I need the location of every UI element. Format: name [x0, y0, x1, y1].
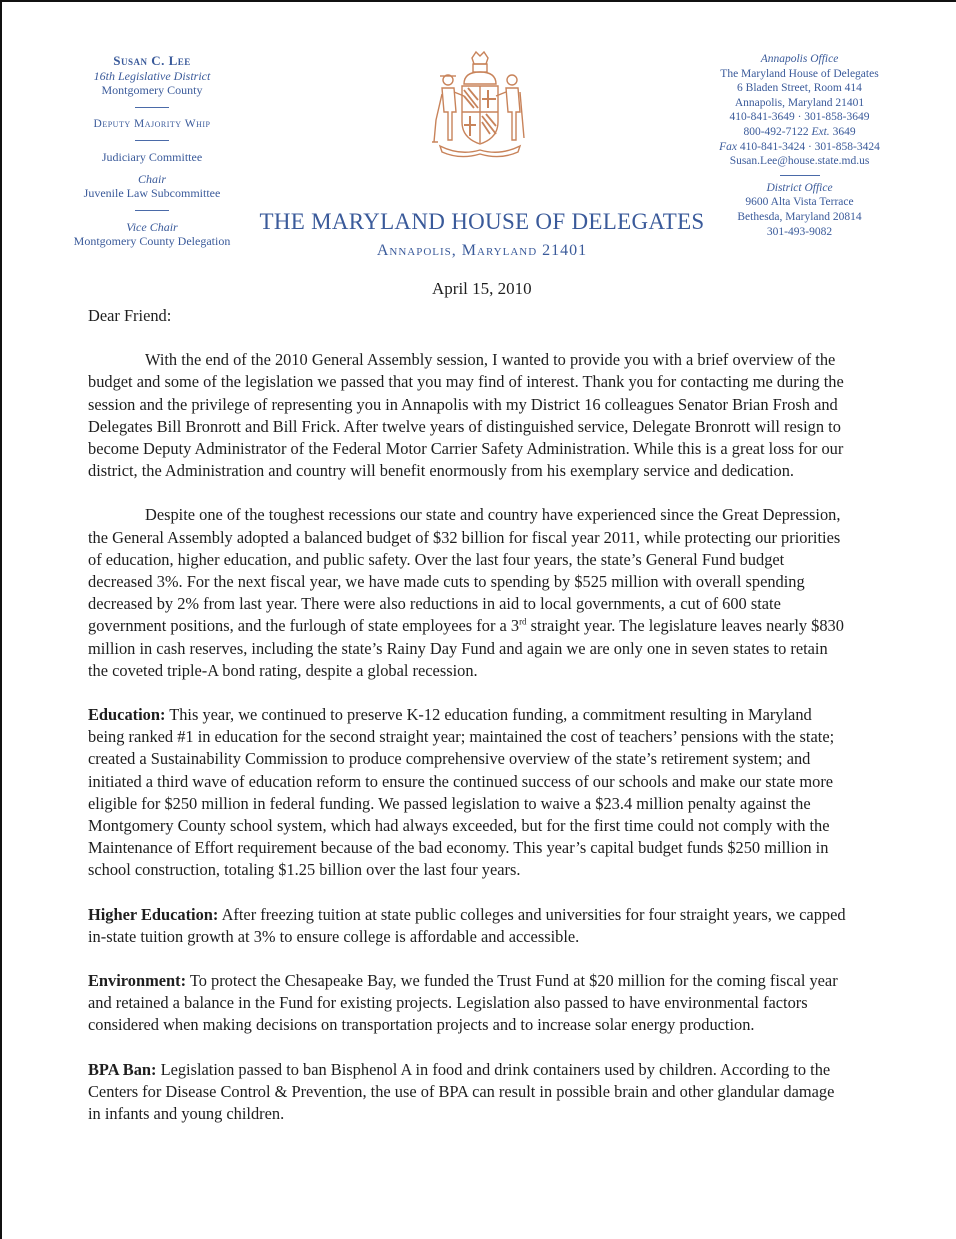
- salutation: Dear Friend:: [88, 306, 172, 325]
- budget-text: Despite one of the toughest recessions our state and country have experienced since the Great Depression, the General Assembly adopted a balanced budget of $32 billion for fiscal year 2011, while protecting our priorities of education, higher education, and public safety. Over the last four years, the state’s General Fund budget decreased 3%. For the next fiscal year, we have made cuts to spending by $525 million with overall spending decreased by 2% from last year. There were also reductions in aid to local governments, a cut of 600 state government positions, and the furlough of state employees for a 3: [88, 505, 841, 636]
- district-phone: 301-493-9082: [766, 225, 833, 238]
- leadership-title: Deputy Majority Whip: [93, 117, 211, 130]
- section-text: After freezing tuition at state public colleges and universities for four straight years, we capped in-state tuition growth at 3% to ensure college is affordable and accessible.: [88, 904, 846, 946]
- section-text: To protect the Chesapeake Bay, we funded the Trust Fund at $20 million for the coming fiscal year and retained a balance in the Fund for existing projects. Legislation also passed to have environmental factors considered when making decisions on transportation projects and to increase solar energy production.: [88, 971, 838, 1035]
- annapolis-address-line: Annapolis, Maryland 21401: [734, 96, 865, 109]
- paragraph-education: [88, 704, 848, 882]
- organization-title: THE MARYLAND HOUSE OF DELEGATES: [259, 209, 705, 234]
- organization-subtitle: Annapolis, Maryland 21401: [376, 242, 588, 259]
- section-heading: BPA Ban:: [88, 1059, 157, 1079]
- fax-number: 410-841-3424 · 301-858-3424: [739, 140, 880, 153]
- chair-label: Chair: [137, 171, 166, 186]
- section-heading: Higher Education:: [88, 904, 219, 924]
- annapolis-phone: 410-841-3649 · 301-858-3649: [729, 111, 870, 124]
- tollfree-number: 800-492-7122: [743, 125, 809, 138]
- legislative-district: 16th Legislative District: [93, 68, 211, 83]
- email-link[interactable]: Susan.Lee@house.state.md.us: [729, 155, 870, 168]
- section-heading: Environment:: [88, 971, 187, 991]
- paragraph-budget: [88, 504, 848, 682]
- section-text: This year, we continued to preserve K-12 education funding, a commitment resulting in Maryland being ranked #1 in education for the second straight year; maintained the cost of teachers’ pensions with the state; created a Sustainability Commission to produce comprehensive overview of the state’s retirement system; and initiated a third wave of education reform to ensure the continued success of our schools and make our state more eligible for $250 million in federal funding. We passed legislation to waive a $23.4 million penalty against the Montgomery County school system, which had always exceeded, but for the first time could not comply with the Maintenance of Effort requirement because of the bad economy. This year’s capital budget funds $250 million in school construction, totaling $1.25 billion over the last four years.: [88, 705, 835, 880]
- divider: [780, 175, 820, 176]
- delegate-name: Susan C. Lee: [113, 53, 191, 68]
- vice-chair-label: Vice Chair: [126, 219, 178, 234]
- divider: [135, 107, 169, 108]
- divider: [135, 140, 169, 141]
- delegation: Montgomery County Delegation: [73, 234, 231, 248]
- letter-body: [88, 305, 848, 1147]
- paragraph-intro: With the end of the 2010 General Assembly session, I wanted to provide you with a brief overview of the budget and some of the legislation we passed that you may find of interest. Thank you for contacting me during the session and the privilege of representing you in Annapolis with my District 16 colleagues Senator Brian Frosh and Delegates Bill Bronrott and Bill Frick. After twelve years of distinguished service, Delegate Bronrott will resign to become Deputy Administrator of the Federal Motor Carrier Safety Administration. While this is a great loss for our district, the Administration and country will benefit enormously from his exemplary service and dedication.: [88, 350, 844, 481]
- committee: Judiciary Committee: [101, 150, 203, 164]
- district-office-label: District Office: [766, 181, 833, 194]
- ext-label: Ext.: [811, 125, 830, 138]
- ext-number: 3649: [832, 125, 856, 138]
- fax-label: Fax: [719, 140, 738, 153]
- budget-text-continued: straight year. The legislature leaves nearly $830 million in cash reserves, including the state’s Rainy Day Fund and again we are only one in seven states to retain the coveted triple-A bond rating, despite a global recession.: [88, 616, 844, 680]
- letter-date: April 15, 2010: [432, 279, 532, 298]
- paragraph-environment: [88, 970, 848, 1037]
- section-heading: Education:: [88, 705, 166, 725]
- tollfree-phone: [697, 125, 902, 140]
- divider: [135, 210, 169, 211]
- county: Montgomery County: [101, 83, 203, 97]
- letterhead-left-column: [52, 54, 252, 249]
- paragraph-bpa-ban: [88, 1059, 848, 1126]
- paragraph-higher-education: [88, 904, 848, 948]
- district-address-line: Bethesda, Maryland 20814: [737, 210, 862, 223]
- annapolis-address-line: The Maryland House of Delegates: [720, 67, 879, 80]
- annapolis-address-line: 6 Bladen Street, Room 414: [737, 82, 862, 95]
- annapolis-office-label: Annapolis Office: [760, 53, 839, 65]
- district-address-line: 9600 Alta Vista Terrace: [745, 196, 854, 209]
- maryland-seal-icon: [420, 50, 540, 162]
- section-text: Legislation passed to ban Bisphenol A in food and drink containers used by children. According to the Centers for Disease Control & Prevention, the use of BPA can result in possible brain and other glandular damage in infants and young children.: [88, 1059, 835, 1124]
- fax-line: [697, 140, 902, 155]
- subcommittee: Juvenile Law Subcommittee: [83, 186, 221, 200]
- ordinal-suffix: rd: [519, 616, 527, 627]
